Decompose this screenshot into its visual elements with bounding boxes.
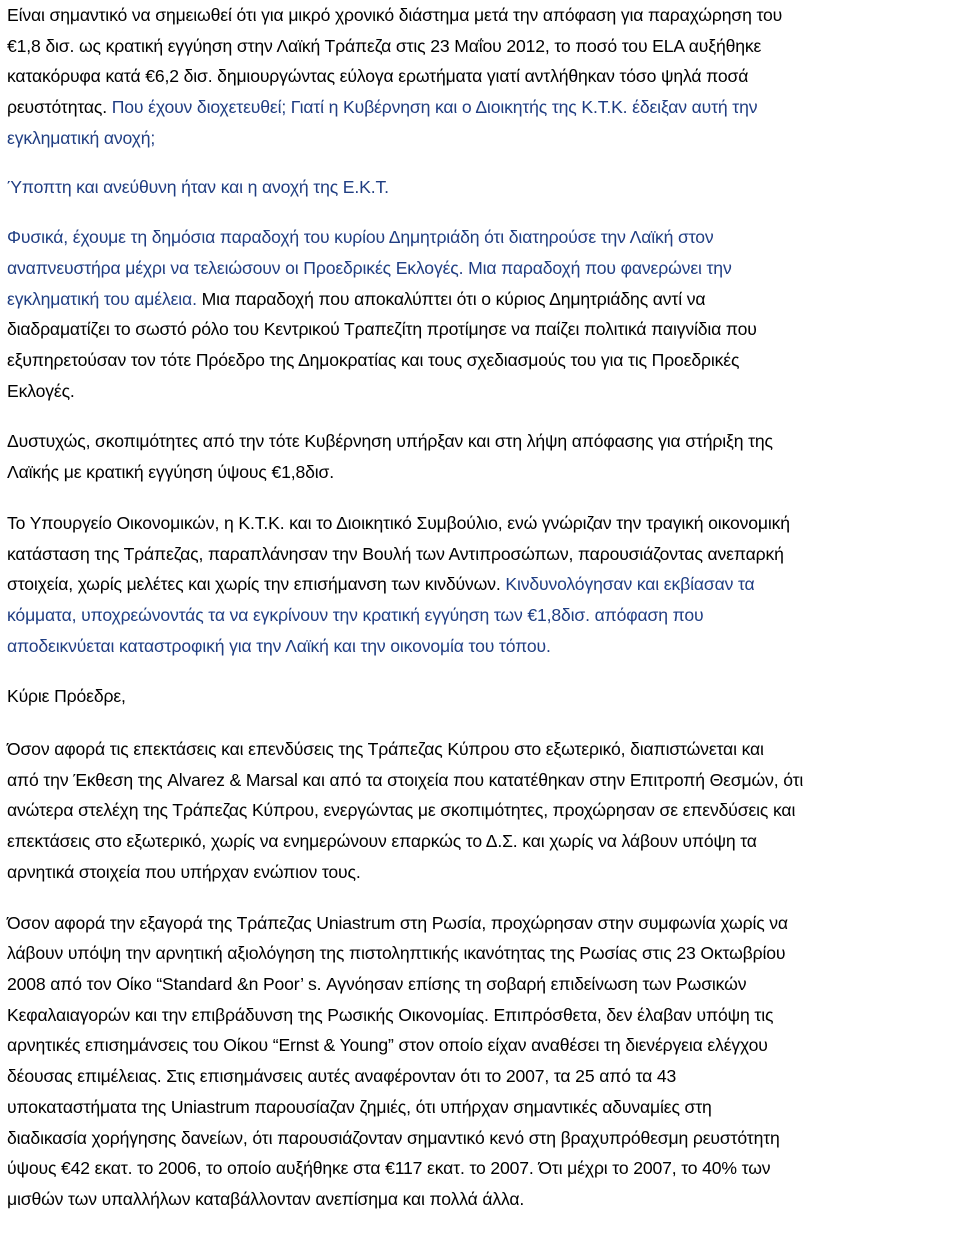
text-segment-highlighted: Κινδυνολόγησαν και εκβίασαν τα bbox=[505, 574, 755, 595]
text-segment: Κεφαλαιαγορών και την επιβράδυνση της Ρωσικής Οικονομίας. Επιπρόσθετα, δεν έλαβαν υπόψη τις bbox=[7, 1004, 774, 1025]
text-segment: διαδικασία χορήγησης δανείων, ότι παρουσιάζονταν σημαντικό κενό στη βραχυπρόθεσμη ρευστότητη bbox=[7, 1127, 780, 1148]
text-segment: αρνητικά στοιχεία που υπήρχαν ενώπιον τους. bbox=[7, 861, 361, 882]
text-line bbox=[7, 426, 957, 457]
text-line bbox=[7, 765, 957, 796]
text-line bbox=[7, 123, 957, 154]
text-line bbox=[7, 826, 957, 857]
text-line bbox=[7, 253, 957, 284]
paragraph-government-motives bbox=[7, 426, 957, 487]
text-segment: ρευστότητας. bbox=[7, 97, 112, 118]
text-line bbox=[7, 31, 957, 62]
text-line bbox=[7, 172, 957, 203]
text-line bbox=[7, 908, 957, 939]
text-line bbox=[7, 284, 957, 315]
text-segment: αρνητικές επισημάνσεις του Οίκου “Ernst & Young” στον οποίο είχαν αναθέσει τη διενέργεια ελέγχου bbox=[7, 1035, 768, 1056]
paragraph-governor-admission bbox=[7, 222, 957, 406]
text-line bbox=[7, 508, 957, 539]
text-line bbox=[7, 1000, 957, 1031]
text-line bbox=[7, 938, 957, 969]
text-line bbox=[7, 1184, 957, 1215]
text-line bbox=[7, 314, 957, 345]
text-segment: από την Έκθεση της Alvarez & Marsal και από τα στοιχεία που κατατέθηκαν στην Επιτροπή Θεσμών, ότι bbox=[7, 769, 804, 790]
text-line bbox=[7, 345, 957, 376]
text-line bbox=[7, 1030, 957, 1061]
text-line bbox=[7, 969, 957, 1000]
text-segment: Είναι σημαντικό να σημειωθεί ότι για μικρό χρονικό διάστημα μετά την απόφαση για παραχώρηση του bbox=[7, 5, 783, 25]
text-segment-highlighted: Φυσικά, έχουμε τη δημόσια παραδοχή του κυρίου Δημητριάδη ότι διατηρούσε την Λαϊκή στον bbox=[7, 227, 714, 248]
text-segment: εξυπηρετούσαν τον τότε Πρόεδρο της Δημοκρατίας και τους σχεδιασμούς του για τις Προεδρικές bbox=[7, 350, 740, 371]
text-segment: διαδραματίζει το σωστό ρόλο του Κεντρικού Τραπεζίτη προτίμησε να παίζει πολιτικά παιγνίδια που bbox=[7, 319, 757, 340]
text-line bbox=[7, 734, 957, 765]
text-line bbox=[7, 0, 957, 31]
text-segment: στοιχεία, χωρίς μελέτες και χωρίς την επισήμανση των κινδύνων. bbox=[7, 574, 506, 595]
text-segment: υποκαταστήματα της Uniastrum παρουσίαζαν ζημιές, ότι υπήρχαν σημαντικές αδυναμίες στη bbox=[7, 1096, 712, 1117]
text-segment: ανώτερα στελέχη της Τράπεζας Κύπρου, ενεργώντας με σκοπιμότητες, προχώρησαν σε επενδύσεις και bbox=[7, 800, 796, 821]
text-segment: Δυστυχώς, σκοπιμότητες από την τότε Κυβέρνηση υπήρξαν και στη λήψη απόφασης για στήριξη της bbox=[7, 431, 773, 452]
text-segment-highlighted: αναπνευστήρα μέχρι να τελειώσουν οι Προεδρικές Εκλογές. Μια παραδοχή που φανερώνει την bbox=[7, 257, 732, 278]
paragraph-ecb-tolerance bbox=[7, 172, 957, 203]
text-segment-highlighted: εγκληματική ανοχή; bbox=[7, 127, 156, 148]
text-segment: Όσον αφορά τις επεκτάσεις και επενδύσεις της Τράπεζας Κύπρου στο εξωτερικό, διαπιστώνεται και bbox=[7, 739, 764, 760]
text-line bbox=[7, 1123, 957, 1154]
document-page bbox=[7, 0, 957, 1215]
text-line bbox=[7, 1061, 957, 1092]
text-segment: δέουσας επιμέλειας. Στις επισημάνσεις αυτές αναφέρονταν ότι το 2007, τα 25 από τα 43 bbox=[7, 1066, 677, 1087]
text-segment: 2008 από τον Οίκο “Standard &n Poor’ s. Αγνόησαν επίσης τη σοβαρή επιδείνωση των Ρωσικών bbox=[7, 973, 747, 994]
text-line bbox=[7, 92, 957, 123]
text-segment-highlighted: αποδεικνύεται καταστροφική για την Λαϊκή και την οικονομία του τόπου. bbox=[7, 635, 551, 656]
text-segment: Κύριε Πρόεδρε, bbox=[7, 686, 126, 707]
text-segment: €1,8 δισ. ως κρατική εγγύηση στην Λαϊκή Τράπεζα στις 23 Μαΐου 2012, το ποσό του ELA αυξήθηκε bbox=[7, 35, 762, 56]
text-line bbox=[7, 795, 957, 826]
text-line bbox=[7, 631, 957, 662]
paragraph-bank-of-cyprus-expansion bbox=[7, 734, 957, 888]
text-line bbox=[7, 1092, 957, 1123]
paragraph-ela-increase bbox=[7, 0, 957, 154]
text-line bbox=[7, 569, 957, 600]
text-segment-highlighted: Που έχουν διοχετευθεί; Γιατί η Κυβέρνηση και ο Διοικητής της Κ.Τ.Κ. έδειξαν αυτή την bbox=[111, 97, 758, 118]
text-segment: κατακόρυφα κατά €6,2 δισ. δημιουργώντας εύλογα ερωτήματα γιατί αντλήθηκαν τόσο ψηλά ποσά bbox=[7, 66, 749, 87]
text-segment: μισθών των υπαλλήλων καταβάλλονταν ανεπίσημα και πολλά άλλα. bbox=[7, 1188, 525, 1209]
text-line bbox=[7, 600, 957, 631]
text-segment: Εκλογές. bbox=[7, 380, 75, 401]
text-segment: κατάσταση της Τράπεζας, παραπλάνησαν την Βουλή των Αντιπροσώπων, παρουσιάζοντας ανεπαρκή bbox=[7, 543, 784, 564]
text-line bbox=[7, 681, 957, 712]
text-line bbox=[7, 376, 957, 407]
text-line bbox=[7, 61, 957, 92]
text-segment: Μια παραδοχή που αποκαλύπτει ότι ο κύριος Δημητριάδης αντί να bbox=[201, 288, 706, 309]
text-segment-highlighted: κόμματα, υποχρεώνοντάς τα να εγκρίνουν την κρατική εγγύηση των €1,8δισ. απόφαση που bbox=[7, 604, 704, 625]
text-line bbox=[7, 222, 957, 253]
paragraph-salutation bbox=[7, 681, 957, 712]
text-segment: Το Υπουργείο Οικονομικών, η Κ.Τ.Κ. και το Διοικητικό Συμβούλιο, ενώ γνώριζαν την τραγική οικονομική bbox=[7, 512, 790, 533]
text-segment-highlighted: εγκληματική του αμέλεια. bbox=[7, 288, 202, 309]
text-segment: επεκτάσεις στο εξωτερικό, χωρίς να ενημερώνουν επαρκώς το Δ.Σ. και χωρίς να λάβουν υπόψη τα bbox=[7, 831, 757, 852]
text-line bbox=[7, 457, 957, 488]
text-segment: λάβουν υπόψη την αρνητική αξιολόγηση της πιστοληπτικής ικανότητας της Ρωσίας στις 23 Οκτωβρίου bbox=[7, 943, 786, 964]
paragraph-uniastrum-acquisition bbox=[7, 908, 957, 1215]
text-segment: Λαϊκής με κρατική εγγύηση ύψους €1,8δισ. bbox=[7, 462, 334, 483]
text-line bbox=[7, 1153, 957, 1184]
text-line bbox=[7, 857, 957, 888]
text-line bbox=[7, 539, 957, 570]
text-segment: Όσον αφορά την εξαγορά της Τράπεζας Uniastrum στη Ρωσία, προχώρησαν στην συμφωνία χωρίς να bbox=[7, 912, 788, 933]
paragraph-ministry-misled-parliament bbox=[7, 508, 957, 662]
text-segment-highlighted: Ύποπτη και ανεύθυνη ήταν και η ανοχή της Ε.Κ.Τ. bbox=[7, 176, 389, 197]
text-segment: ύψους €42 εκατ. το 2006, το οποίο αυξήθηκε στα €117 εκατ. το 2007. Ότι μέχρι το 2007, το 40% των bbox=[7, 1158, 771, 1179]
